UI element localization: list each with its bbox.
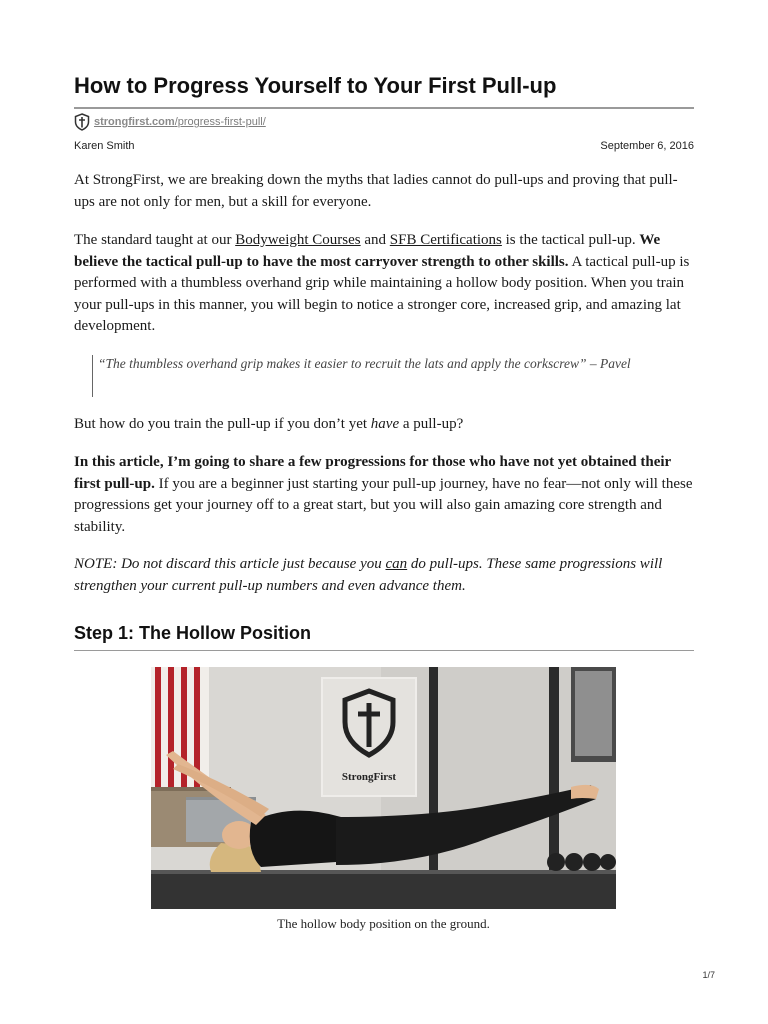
banner-logo-text: StrongFirst xyxy=(341,771,397,783)
sfb-certifications-link[interactable]: SFB Certifications xyxy=(389,232,502,248)
tactical-pullup-paragraph: The standard taught at our Bodyweight Courses and SFB Certifications is the tactical pull-up. We believe the tactical pull-up to have the most carryover strength to other skills. A tactical pull-up is performed with a thumbless overhand grip while maintaining a hollow body position. When you train your pull-ups in this manner, you will begin to notice a stronger core, increased grip, and amazing lat development. xyxy=(74,232,690,334)
section-divider xyxy=(74,650,694,651)
page-number: 1/7 xyxy=(702,970,715,980)
article-title: How to Progress Yourself to Your First Pull-up xyxy=(74,73,557,98)
can-link[interactable]: can xyxy=(385,556,408,572)
bodyweight-courses-link[interactable]: Bodyweight Courses xyxy=(235,232,361,248)
publish-date: September 6, 2016 xyxy=(600,140,694,152)
intro-paragraph: At StrongFirst, we are breaking down the myths that ladies cannot do pull-ups and proving that pull-ups are not only for men, but a skill for everyone. xyxy=(74,172,678,210)
blockquote-bar xyxy=(92,355,93,397)
note-paragraph: NOTE: Do not discard this article just because you can do pull-ups. These same progressions will strengthen your current pull-up numbers and even advance them. xyxy=(74,556,663,594)
author-name: Karen Smith xyxy=(74,140,135,152)
photo-caption: The hollow body position on the ground. xyxy=(277,916,490,931)
strongfirst-logo-icon xyxy=(74,113,90,131)
article-purpose-paragraph: In this article, I’m going to share a few progressions for those who have not yet obtained their first pull-up. If you are a beginner just starting your pull-up journey, have no fear—not only will these progressions get your journey off to a great start, but you will also gain amazing core strength and stability. xyxy=(74,454,693,535)
source-link[interactable]: strongfirst.com/progress-first-pull/ xyxy=(94,116,266,128)
hollow-position-photo xyxy=(151,667,616,909)
section-heading: Step 1: The Hollow Position xyxy=(74,623,312,643)
source-line xyxy=(74,113,266,131)
strongfirst-banner xyxy=(321,677,417,797)
title-divider xyxy=(74,107,694,109)
pavel-quote: “The thumbless overhand grip makes it easier to recruit the lats and apply the corkscrew” – Pavel xyxy=(98,356,631,371)
question-paragraph: But how do you train the pull-up if you don’t yet have a pull-up? xyxy=(74,416,464,432)
